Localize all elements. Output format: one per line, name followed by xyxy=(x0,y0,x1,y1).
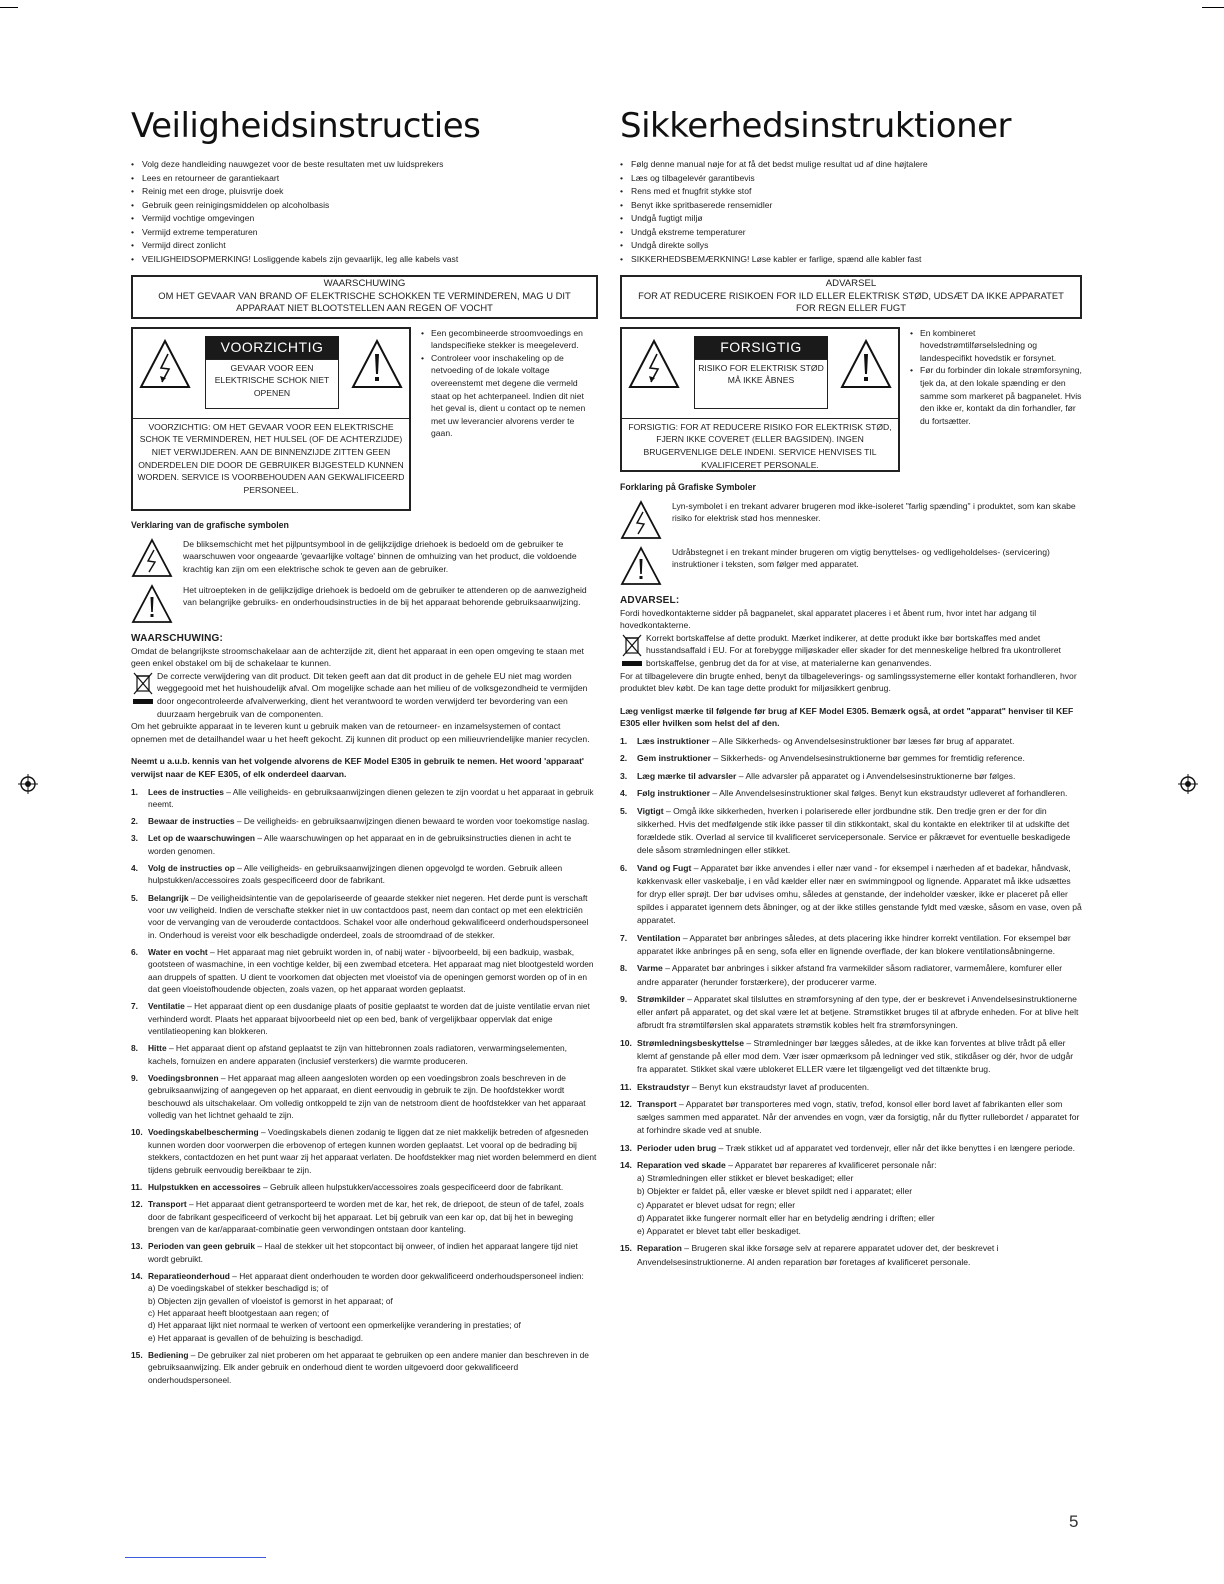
item-text: – Alle advarsler på apparatet og i Anvendelsesinstruktionerne bør følges. xyxy=(736,770,1016,781)
item-term: Lees de instructies xyxy=(148,786,224,797)
item-number: 11. xyxy=(620,1081,632,1092)
item-subpoint: b) Objecten zijn gevallen of vloeistof is gemorst in het apparaat; of xyxy=(148,1295,393,1306)
item-term: Hulpstukken en accessoires xyxy=(148,1181,261,1192)
item-text: – Apparatet bør transporteres med vogn, stativ, trefod, konsol eller bord lavet af fabrikanten eller som sælges sammen med apparatet. Når der anvendes en vogn, vær da forsigtig, når du flytter rullebordet / apparatet for at forhindre skade ved at snuble. xyxy=(637,1098,1080,1136)
instruction-item xyxy=(131,892,598,942)
item-term: Læs instruktioner xyxy=(637,735,710,746)
registration-mark-left-icon xyxy=(18,774,38,794)
instruction-item xyxy=(620,962,1082,988)
item-subpoint: a) Strømledningen eller stikket er blevet beskadiget; eller xyxy=(637,1173,854,1184)
symbol-exclamation-text: Het uitroepteken in de gelijkzijdige driehoek is bedoeld om de gebruiker te attenderen op de aanwezigheid van belangrijke gebruiks- en onderhoudsinstructies in de bij het apparaat behorende gebruiksaanwijzing. xyxy=(183,584,587,608)
instruction-item xyxy=(620,1037,1082,1077)
list-item: • Undgå direkte sollys xyxy=(620,239,1082,253)
instruction-item xyxy=(131,786,598,811)
item-text: – Apparatet bør anbringes i sikker afstand fra varmekilder såsom radiatorer, varmemålere, komfurer eller andre apparater (herunder forstærkere), der producerer varme. xyxy=(637,963,1063,987)
instructions-list-da xyxy=(620,735,1082,1269)
item-text: – Alle Sikkerheds- og Anvendelsesinstruktioner bør læses før brug af apparatet. xyxy=(709,735,1015,746)
symbol-exclamation-text: Udråbstegnet i en trekant minder brugeren om vigtig benyttelses- og vedligeholdelses- (servicering) instruktioner i teksten, som følger med apparatet. xyxy=(672,546,1050,570)
instruction-item xyxy=(131,1181,598,1193)
item-subpoint: d) Apparatet ikke fungerer normalt eller har en betydelig ændring i driften; eller xyxy=(637,1212,935,1223)
item-text: – Brugeren skal ikke forsøge selv at reparere apparatet udover det, der beskrevet i Anvendelsesinstruktionerne. Al anden reparation bør foretages af kvalificeret personale. xyxy=(637,1243,999,1267)
item-number: 14. xyxy=(131,1270,143,1281)
instruction-item xyxy=(131,1198,598,1235)
symbols-heading-da: Forklaring på Grafiske Symboler xyxy=(620,481,756,492)
instruction-item xyxy=(620,787,1082,800)
bullet-list-da xyxy=(620,158,1082,266)
instruction-item xyxy=(620,805,1082,858)
item-term: Læg mærke til advarsler xyxy=(637,770,737,781)
list-item: • Reinig met een droge, pluisvrije doek xyxy=(131,185,598,199)
instructions-list-nl xyxy=(131,786,598,1387)
item-subpoint: e) Apparatet er blevet tabt eller beskadiget. xyxy=(637,1226,801,1237)
item-number: 4. xyxy=(620,788,628,799)
caution-bullets-nl xyxy=(421,327,597,440)
item-text: – Apparatet bør anbringes således, at dets placering ikke hindrer korrekt ventilation. For eksempel bør apparatet ikke anbringes på en seng, sofa eller en lignende overflade, der kan blokere ventilationsåbningerne. xyxy=(637,932,1071,956)
item-term: Reparation ved skade xyxy=(637,1160,726,1171)
item-number: 8. xyxy=(131,1043,138,1054)
instruction-item xyxy=(131,1270,598,1344)
item-text: – Apparatet bør repareres af kvalificeret personale når: xyxy=(725,1160,937,1171)
warning-heading-nl: WAARSCHUWING: xyxy=(131,632,224,644)
item-term: Reparatieonderhoud xyxy=(148,1270,230,1281)
item-term: Bewaar de instructies xyxy=(148,816,235,827)
page-title-nl: Veiligheidsinstructies xyxy=(131,106,481,146)
weee-text-2-nl: Om het gebruikte apparaat in te leveren kunt u gebruik maken van de retourneer- en inzamelsystemen of contact opnemen met de detailhandel waar u het heeft gekocht. Zij kunnen dit product op een milieuvriendelijke manier recyclen. xyxy=(131,721,590,744)
item-subpoint: b) Objekter er faldet på, eller væske er blevet spildt ned i apparatet; eller xyxy=(637,1186,913,1197)
item-term: Varme xyxy=(637,963,663,974)
item-number: 9. xyxy=(620,993,628,1004)
item-number: 10. xyxy=(620,1037,632,1048)
list-item: • Vermijd direct zonlicht xyxy=(131,239,598,253)
instruction-item xyxy=(131,1000,598,1037)
item-term: Gem instruktioner xyxy=(637,753,712,764)
footer-rule xyxy=(125,1557,266,1558)
symbol-lightning-text: Lyn-symbolet i en trekant advarer brugeren mod ikke-isoleret "farlig spænding" i produktet, som kan skabe risiko for elektrisk stød hos mennesker. xyxy=(672,500,1076,524)
instruction-item xyxy=(620,1159,1082,1238)
lightning-triangle-icon xyxy=(131,538,173,578)
instruction-item xyxy=(131,862,598,887)
item-subpoint: e) Het apparaat is gevallen of de behuizing is beschadigd. xyxy=(148,1332,364,1343)
item-number: 8. xyxy=(620,963,628,974)
item-term: Transport xyxy=(148,1199,187,1210)
item-term: Perioder uden brug xyxy=(637,1142,717,1153)
caution-sub-text: GEVAAR VOOR EEN ELEKTRISCHE SCHOK NIET OPENEN xyxy=(205,359,339,409)
item-text: – Het apparaat dient op een dusdanige plaats of positie geplaatst te worden dat de juiste ventilatie ervan niet verhinderd wordt. Plaats het apparaat bijvoorbeeld niet op een bed, bank of vergelijkbaar oppervlak dat enige ventilatieopening kan blokkeren. xyxy=(148,1001,590,1037)
crop-mark-tr xyxy=(1202,7,1224,8)
caution-body-text: VOORZICHTIG: OM HET GEVAAR VOOR EEN ELEKTRISCHE SCHOK TE VERMINDEREN, HET HULSEL (OF DE ACHTERZIJDE) NIET VERWIJDEREN. AAN DE BINNENZIJDE ZITTEN GEEN ONDERDELEN DIE DOOR DE GEBRUIKER BIJGESTELD KUNNEN WORDEN. SERVICE IS VOORBEHOUDEN AAN GEKWALIFICEERD PERSONEEL. xyxy=(137,421,405,496)
item-number: 13. xyxy=(131,1241,143,1252)
caution-bullets-da xyxy=(910,327,1082,428)
page-title-da: Sikkerhedsinstruktioner xyxy=(620,106,1012,146)
item-text: – Alle waarschuwingen op het apparaat en in de gebruiksinstructies dienen in acht te worden genomen. xyxy=(148,833,572,856)
symbol-lightning-row-da xyxy=(620,500,1082,540)
instruction-item xyxy=(620,752,1082,765)
caution-sub-text: RISIKO FOR ELEKTRISK STØD MÅ IKKE ÅBNES xyxy=(694,359,828,409)
item-number: 2. xyxy=(131,816,138,827)
weee-block-nl xyxy=(131,670,598,720)
item-subpoint: c) Apparatet er blevet udsat for regn; eller xyxy=(637,1199,796,1210)
warning-heading-da: ADVARSEL: xyxy=(620,594,680,606)
list-item: • Controleer voor inschakeling op de netvoeding of de lokale voltage overeenstemt met degene die vermeld staat op het achterpaneel. Indien dit niet het geval is, dient u contact op te nemen met uw leverancier alvorens verder te gaan. xyxy=(421,352,597,440)
warning-box-nl xyxy=(131,275,598,319)
item-term: Bediening xyxy=(148,1349,189,1360)
exclamation-warning-icon xyxy=(840,338,892,390)
item-term: Belangrijk xyxy=(148,892,189,903)
instruction-item xyxy=(131,1126,598,1176)
item-text: – De gebruiker zal niet proberen om het apparaat te gebruiken op een andere manier dan beschreven in de gebruiksaanwijzing. Elk ander gebruik en onderhoud dient te worden uitgevoerd door gekwalificeerd onderhoudspersoneel. xyxy=(148,1349,589,1385)
item-text: – Het apparaat dient getransporteerd te worden met de kar, het rek, de driepoot, de steun of de tafel, zoals door de fabrikant gespecificeerd of verkocht bij het apparaat. Let bij gebruik van een kar op, dat bij het in beweging brengen van de kar/apparaat-combinatie geen verwondingen ontstaan door kanteling. xyxy=(148,1199,584,1234)
list-item: • Undgå ekstreme temperaturer xyxy=(620,226,1082,240)
item-term: Let op de waarschuwingen xyxy=(148,833,256,844)
weee-text: De correcte verwijdering van dit product. Dit teken geeft aan dat dit product in de gehele EU niet mag worden weggegooid met het huishoudelijk afval. Om mogelijke schade aan het milieu of de volksgezondheid te vermijden door ongecontroleerde afvalverwerking, dient het verantwoord te worden verwijderd ter bevordering van een duurzaam hergebruik van de componenten. xyxy=(157,670,588,719)
instruction-item xyxy=(131,815,598,827)
bullet-list-nl xyxy=(131,158,598,266)
warning-title: WAARSCHUWING xyxy=(323,278,406,289)
exclamation-triangle-icon xyxy=(620,546,662,586)
item-number: 7. xyxy=(620,932,628,943)
item-number: 2. xyxy=(620,753,628,764)
danish-column xyxy=(620,105,1082,1273)
item-number: 1. xyxy=(131,786,138,797)
symbol-lightning-text: De bliksemschicht met het pijlpuntsymbool in de gelijkzijdige driehoek is bedoeld om de gebruiker te waarschuwen voor ongeaarde 'gevaarlijke voltage' binnen de omhuizing van het product, die voldoende krachtig kan zijn om een elektrische schok te geven aan de gebruiker. xyxy=(183,538,577,574)
item-text: – Apparatet skal tilsluttes en strømforsyning af den type, der er beskrevet i Anvendelsesinstruktionerne eller anført på apparatet, og det skal være let at betjene. Strømstikket bruges til at afbryde enheden. For at blive helt afbrudt fra strømtilførslen skal apparatets strømstik kobles helt fra strømforsyningen. xyxy=(637,993,1079,1031)
instruction-item xyxy=(620,1142,1082,1155)
warning-box-da xyxy=(620,275,1082,319)
item-text: – Gebruik alleen hulpstukken/accessoires zoals gespecificeerd door de fabrikant. xyxy=(260,1181,564,1192)
item-text: – Het apparaat dient op afstand geplaatst te zijn van hittebronnen zoals radiatoren, verwarmingselementen, kachels, fornuizen en andere apparaten (inclusief versterkers) die warmte produceren. xyxy=(148,1043,568,1066)
item-text: – Het apparaat mag niet gebruikt worden in, of nabij water - bijvoorbeeld, bij een badkuip, wasbak, gootsteen of wasmachine, in een vochtige kelder, bij een zwembad etcetera. Het apparaat mag niet blootgesteld worden aan druppels of spatten. U dient te voorkomen dat objecten met vloeistof via de openingen gemorst worden op of in en dat geen vloeistofhoudende objecten, zoals vazen, op het apparaat worden geplaatst. xyxy=(148,947,594,995)
weee-text-2-da: For at tilbagelevere din brugte enhed, benyt da tilbageleverings- og samlingssystemerne eller kontakt forhandleren, hvor produktet blev købt. De kan tage dette produkt for miljøsikkert genbrug. xyxy=(620,670,1077,694)
symbol-exclamation-row-nl xyxy=(131,584,598,624)
list-item: • Benyt ikke spritbaserede rensemidler xyxy=(620,199,1082,213)
item-term: Hitte xyxy=(148,1043,167,1054)
list-item: • Følg denne manual nøje for at få det bedst mulige resultat ud af dine højtalere xyxy=(620,158,1082,172)
crossed-bin-icon xyxy=(133,671,153,705)
list-item: • Læs og tilbagelevér garantibevis xyxy=(620,172,1082,186)
warning-title: ADVARSEL xyxy=(825,278,877,289)
item-text: – Voedingskabels dienen zodanig te liggen dat ze niet makkelijk betreden of afgesneden kunnen worden door voorwerpen die erbovenop of ertegen kunnen worden geplaatst. Let vooral op de bedrading bij stekkers, contactdozen en het punt waar zij het apparaat verlaten. De hoofdstekker mag niet worden belemmerd en dient tijdens gebruik eenvoudig bereikbaar te zijn. xyxy=(148,1127,597,1175)
instruction-item xyxy=(620,1242,1082,1268)
intro-nl: Neemt u a.u.b. kennis van het volgende alvorens de KEF Model E305 in gebruik te nemen. Het woord 'apparaat' verwijst naar de KEF E305, of elk onderdeel daarvan. xyxy=(131,756,584,779)
item-text: – Alle Anvendelsesinstruktioner skal følges. Benyt kun ekstraudstyr udleveret af forhandleren. xyxy=(710,788,1068,799)
symbols-heading-nl: Verklaring van de grafische symbolen xyxy=(131,519,289,530)
caution-row-da xyxy=(620,327,1082,473)
exclamation-warning-icon xyxy=(351,338,403,390)
item-text: – Het apparaat dient onderhouden te worden door gekwalificeerd onderhoudspersoneel indien: xyxy=(229,1270,584,1281)
item-number: 6. xyxy=(131,947,138,957)
instruction-item xyxy=(131,1072,598,1122)
crop-mark-tl xyxy=(0,7,18,8)
item-text: – De veiligheidsintentie van de gepolariseerde of geaarde stekker niet negeren. Het derde punt is verschaft voor uw veiligheid. Indien de verschafte stekker niet in uw contactdoos past, neem dan contact op met een elektriciën voor de vervanging van de verouderde contactdoos. Schakel voor alle onderhoud gekwalificeerd onderhoudspersoneel in. Onderhoud is vereist voor elk beschadigde onderdeel, zoals de stroomdraad of de stekker. xyxy=(148,892,589,940)
item-term: Ventilation xyxy=(637,932,681,943)
instruction-item xyxy=(131,946,598,996)
symbol-exclamation-row-da xyxy=(620,546,1082,586)
item-text: – Alle veiligheids- en gebruiksaanwijzingen dienen gelezen te zijn voordat u het apparaat in gebruik neemt. xyxy=(148,786,594,809)
item-number: 12. xyxy=(131,1199,143,1210)
item-term: Voedingskabelbescherming xyxy=(148,1127,259,1138)
item-term: Voedingsbronnen xyxy=(148,1073,219,1084)
crossed-bin-icon xyxy=(622,633,642,667)
item-number: 3. xyxy=(620,770,628,781)
item-term: Transport xyxy=(637,1098,677,1109)
item-number: 15. xyxy=(620,1243,632,1254)
exclamation-triangle-icon xyxy=(131,584,173,624)
instruction-item xyxy=(620,770,1082,783)
lightning-warning-icon xyxy=(139,338,191,390)
instruction-item xyxy=(620,735,1082,748)
instruction-item xyxy=(131,832,598,857)
item-text: – Haal de stekker uit het stopcontact bij onweer, of indien het apparaat langere tijd niet wordt gebruikt. xyxy=(148,1241,578,1264)
item-number: 7. xyxy=(131,1001,138,1012)
item-number: 9. xyxy=(131,1073,138,1084)
item-term: Følg instruktioner xyxy=(637,788,711,799)
item-term: Strømkilder xyxy=(637,993,685,1004)
lightning-warning-icon xyxy=(628,338,680,390)
item-term: Ventilatie xyxy=(148,1001,185,1012)
list-item: • Vermijd extreme temperaturen xyxy=(131,226,598,240)
item-number: 6. xyxy=(620,862,628,873)
item-subpoint: d) Het apparaat lijkt niet normaal te werken of vertoont een opmerkelijke verandering in prestaties; of xyxy=(148,1320,521,1331)
list-item: • Før du forbinder din lokale strømforsyning, tjek da, at den lokale spænding er den samme som markeret på bagpanelet. Hvis den ikke er, kontakt da din forhandler, før du fortsætter. xyxy=(910,364,1082,427)
instruction-item xyxy=(620,862,1082,928)
dutch-column xyxy=(131,105,598,1391)
caution-badge: FORSIGTIG xyxy=(694,336,828,359)
list-item: • Gebruik geen reinigingsmiddelen op alcoholbasis xyxy=(131,199,598,213)
item-number: 5. xyxy=(620,805,628,816)
item-number: 4. xyxy=(131,862,138,873)
list-item: • Lees en retourneer de garantiekaart xyxy=(131,172,598,186)
item-term: Ekstraudstyr xyxy=(637,1081,690,1092)
item-term: Perioden van geen gebruik xyxy=(148,1241,256,1252)
item-term: Reparation xyxy=(637,1243,682,1254)
list-item: • En kombineret hovedstrømtilførselsledning og landespecifikt hovedstik er forsynet. xyxy=(910,327,1082,365)
weee-block-da xyxy=(620,632,1082,670)
item-term: Volg de instructies op xyxy=(148,862,235,873)
item-number: 13. xyxy=(620,1142,632,1153)
instruction-item xyxy=(131,1349,598,1386)
item-number: 10. xyxy=(131,1127,143,1138)
symbol-lightning-row-nl xyxy=(131,538,598,578)
item-text: – Sikkerheds- og Anvendelsesinstruktionerne bør gemmes for fremtidig reference. xyxy=(711,753,1025,764)
instruction-item xyxy=(620,1081,1082,1094)
item-term: Vigtigt xyxy=(637,805,664,816)
list-item: • Volg deze handleiding nauwgezet voor de beste resultaten met uw luidsprekers xyxy=(131,158,598,172)
registration-mark-right-icon xyxy=(1178,774,1198,794)
caution-row-nl xyxy=(131,327,598,511)
item-term: Vand og Fugt xyxy=(637,862,692,873)
list-item: • VEILIGHEIDSOPMERKING! Losliggende kabels zijn gevaarlijk, leg alle kabels vast xyxy=(131,253,598,267)
caution-body-text: FORSIGTIG: FOR AT REDUCERE RISIKO FOR ELEKTRISK STØD, FJERN IKKE COVERET (ELLER BAGSIDEN). INGEN BRUGERVENLIGE DELE INDENI. SERVICE HENVISES TIL KVALIFICERET PERSONALE. xyxy=(628,421,892,470)
weee-text: Korrekt bortskaffelse af dette produkt. Mærket indikerer, at dette produkt ikke bør bortskaffes med andet husstandsaffald i EU. For at forebygge miljøskader eller skader for det menneskelige helbred fra ukontrolleret bortskaffelse, genbrug det da for at vise, at materialerne kan genanvendes. xyxy=(646,632,1061,668)
item-number: 12. xyxy=(620,1098,632,1109)
page-number: 5 xyxy=(1069,1512,1079,1531)
item-term: Water en vocht xyxy=(148,947,208,957)
item-number: 3. xyxy=(131,833,138,844)
warning-paragraph-da: Fordi hovedkontakterne sidder på bagpanelet, skal apparatet placeres i et åbent rum, hvor intet har adgang til hovedkontakterne. xyxy=(620,607,1037,631)
item-subpoint: a) De voedingskabel of stekker beschadigd is; of xyxy=(148,1283,329,1294)
lightning-triangle-icon xyxy=(620,500,662,540)
item-number: 14. xyxy=(620,1160,632,1171)
list-item: • Vermijd vochtige omgevingen xyxy=(131,212,598,226)
list-item: • Rens med et fnugfrit stykke stof xyxy=(620,185,1082,199)
item-text: – Strømledninger bør lægges således, at de ikke kan forventes at blive trådt på eller klemt af genstande på eller mod dem. Vær især opmærksom på ledninger ved stik, stikdåser og dér, hvor de udgår fra apparatet. Stikket skal være ublokeret ELLER være let tilgængeligt ved det tiltænkte brug. xyxy=(637,1037,1074,1075)
caution-box-da xyxy=(620,327,900,472)
instruction-item xyxy=(620,993,1082,1033)
instruction-item xyxy=(131,1240,598,1265)
item-number: 15. xyxy=(131,1349,143,1360)
warning-text: FOR AT REDUCERE RISIKOEN FOR ILD ELLER ELEKTRISK STØD, UDSÆT DA IKKE APPARATET FOR REGN ELLER FUGT xyxy=(638,290,1064,314)
warning-paragraph-nl: Omdat de belangrijkste stroomschakelaar aan de achterzijde zit, dient het apparaat in een open omgeving te staan met geen enkel obstakel om bij de schakelaar te kunnen. xyxy=(131,645,584,669)
instruction-item xyxy=(131,1042,598,1067)
caution-badge: VOORZICHTIG xyxy=(205,336,339,359)
warning-text: OM HET GEVAAR VAN BRAND OF ELEKTRISCHE SCHOKKEN TE VERMINDEREN, MAG U DIT APPARAAT NIET BLOOTSTELLEN AAN REGEN OF VOCHT xyxy=(158,290,571,314)
instruction-item xyxy=(620,1098,1082,1138)
list-item: • SIKKERHEDSBEMÆRKNING! Løse kabler er farlige, spænd alle kabler fast xyxy=(620,253,1082,267)
item-subpoint: c) Het apparaat heeft blootgestaan aan regen; of xyxy=(148,1307,329,1318)
item-text: – Omgå ikke sikkerheden, hverken i polariserede eller jordbundne stik. Den tredje gren er der for din sikkerhed. Hvis det medfølgende stik ikke passer til din stikkontakt, skal du kontakte en elektriker til at udskifte det forældede stik. Overlad al service til kvalificeret servicepersonale. Service er påkrævet for eventuelle beskadigede dele såsom strømledningen eller stikket. xyxy=(637,805,1071,856)
caution-box-nl xyxy=(131,327,411,511)
item-number: 5. xyxy=(131,892,138,903)
item-text: – Het apparaat mag alleen aangesloten worden op een voedingsbron zoals beschreven in de gebruiksaanwijzing of aangegeven op het apparaat, en dient eenvoudig in gebruik te zijn. De hoofdstekker wordt beschouwd als uitschakelaar. Om volledig ontkoppeld te zijn van de netstroom dient de hoofdstekker van het apparaat volledig van het lichtnet gehaald te zijn. xyxy=(148,1073,586,1121)
item-term: Strømledningsbeskyttelse xyxy=(637,1037,744,1048)
item-text: – Benyt kun ekstraudstyr lavet af producenten. xyxy=(689,1081,870,1092)
item-text: – Apparatet bør ikke anvendes i eller nær vand - for eksempel i nærheden af et badekar, håndvask, køkkenvask eller vaskebalje, i en våd kælder eller nær en swimmingpool og lignende. Apparatet må ikke udsættes for dryp eller sprøjt. Der bør udvises omhu, således at genstande, der indeholder væsker, ikke er placeret på eller spildes i apparatet igennem dets åbninger, og at der ikke stilles genstande fyldt med væske, såsom en vase, oven på apparatet. xyxy=(637,862,1082,926)
list-item: • Undgå fugtigt miljø xyxy=(620,212,1082,226)
caution-icons xyxy=(622,329,898,419)
caution-icons xyxy=(133,329,409,419)
intro-da: Læg venligst mærke til følgende før brug af KEF Model E305. Bemærk også, at ordet "apparat" henviser til KEF E305 eller hvilken som helst del af den. xyxy=(620,705,1074,729)
item-number: 11. xyxy=(131,1181,143,1192)
list-item: • Een gecombineerde stroomvoedings en landspecifieke stekker is meegeleverd. xyxy=(421,327,597,352)
item-text: – De veiligheids- en gebruiksaanwijzingen dienen bewaard te worden voor toekomstige naslag. xyxy=(234,816,590,827)
item-text: – Træk stikket ud af apparatet ved tordenvejr, eller når det ikke benyttes i en længere periode. xyxy=(716,1142,1076,1153)
item-number: 1. xyxy=(620,735,628,746)
item-text: – Alle veiligheids- en gebruiksaanwijzingen dienen opgevolgd te worden. Gebruik alleen hulpstukken/accessoires zoals gespecificeerd door de fabrikant. xyxy=(148,862,563,886)
instruction-item xyxy=(620,932,1082,958)
